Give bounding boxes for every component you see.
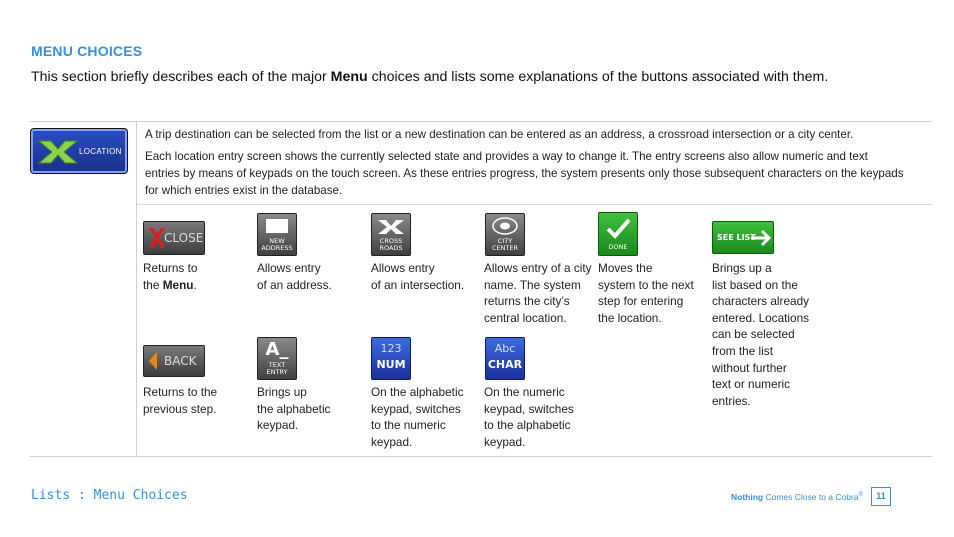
new-address-icon: NEW ADDRESS bbox=[257, 213, 297, 256]
done-icon: DONE bbox=[598, 212, 638, 256]
vertical-divider bbox=[136, 121, 137, 456]
char-keypad-icon: Abc CHAR bbox=[485, 337, 525, 380]
page-number: 11 bbox=[871, 487, 891, 506]
bottom-divider bbox=[30, 456, 932, 457]
num-keypad-icon: 123 NUM bbox=[371, 337, 411, 380]
location-label: LOCATION bbox=[79, 147, 122, 156]
location-button[interactable] bbox=[30, 128, 128, 174]
city-center-description: Allows entry of a city name. The system returns the city’s central location. bbox=[484, 261, 592, 325]
section-heading: MENU CHOICES bbox=[31, 43, 143, 59]
intro-text: This section briefly describes each of the major Menu choices and lists some explanations of the buttons associated with them. bbox=[31, 69, 829, 85]
num-description: On the alphabetic keypad, switches to the numeric keypad. bbox=[371, 385, 464, 449]
close-button-icon: CLOSE bbox=[143, 221, 205, 255]
new-address-description: Allows entry of an address. bbox=[257, 261, 332, 292]
see-list-description: Brings up a list based on the characters already entered. Locations can be selected from the list without further text or numeric entries. bbox=[712, 261, 810, 408]
envelope-icon bbox=[266, 219, 288, 233]
footer-section-title: Lists : Menu Choices bbox=[31, 488, 188, 503]
cross-roads-icon: CROSS ROADS bbox=[371, 213, 411, 256]
close-description: Returns to the Menu. bbox=[143, 261, 198, 292]
arrow-left-icon bbox=[146, 346, 160, 376]
top-divider bbox=[30, 121, 932, 122]
city-target-icon bbox=[486, 216, 524, 238]
crossroad-x-icon bbox=[37, 137, 79, 167]
intersection-icon bbox=[372, 216, 410, 238]
see-list-icon: SEE LIST bbox=[712, 221, 774, 254]
inner-divider bbox=[137, 204, 932, 205]
cross-roads-description: Allows entry of an intersection. bbox=[371, 261, 465, 292]
back-button-icon: BACK bbox=[143, 345, 205, 377]
text-entry-icon: A_ TEXT ENTRY bbox=[257, 337, 297, 380]
description-paragraph-2: Each location entry screen shows the currently selected state and provides a way to change it. The entry screens also allow numeric and text entries by means of keypads on the touch screen. As these entries progress, the system presents only those subsequent characters on the keypads for which entries exist in the database. bbox=[145, 150, 904, 197]
text-entry-description: Brings up the alphabetic keypad. bbox=[257, 385, 331, 433]
done-description: Moves the system to the next step for entering the location. bbox=[598, 261, 694, 325]
arrow-right-icon bbox=[749, 226, 773, 250]
footer-tagline: Nothing Comes Close to a Cobra® bbox=[731, 492, 863, 502]
back-description: Returns to the previous step. bbox=[143, 385, 218, 416]
checkmark-icon bbox=[599, 215, 637, 243]
city-center-icon: CITY CENTER bbox=[485, 213, 525, 256]
description-paragraph-1: A trip destination can be selected from the list or a new destination can be entered as an address, a crossroad intersection or a city center. bbox=[145, 128, 854, 141]
char-description: On the numeric keypad, switches to the alphabetic keypad. bbox=[484, 385, 574, 449]
